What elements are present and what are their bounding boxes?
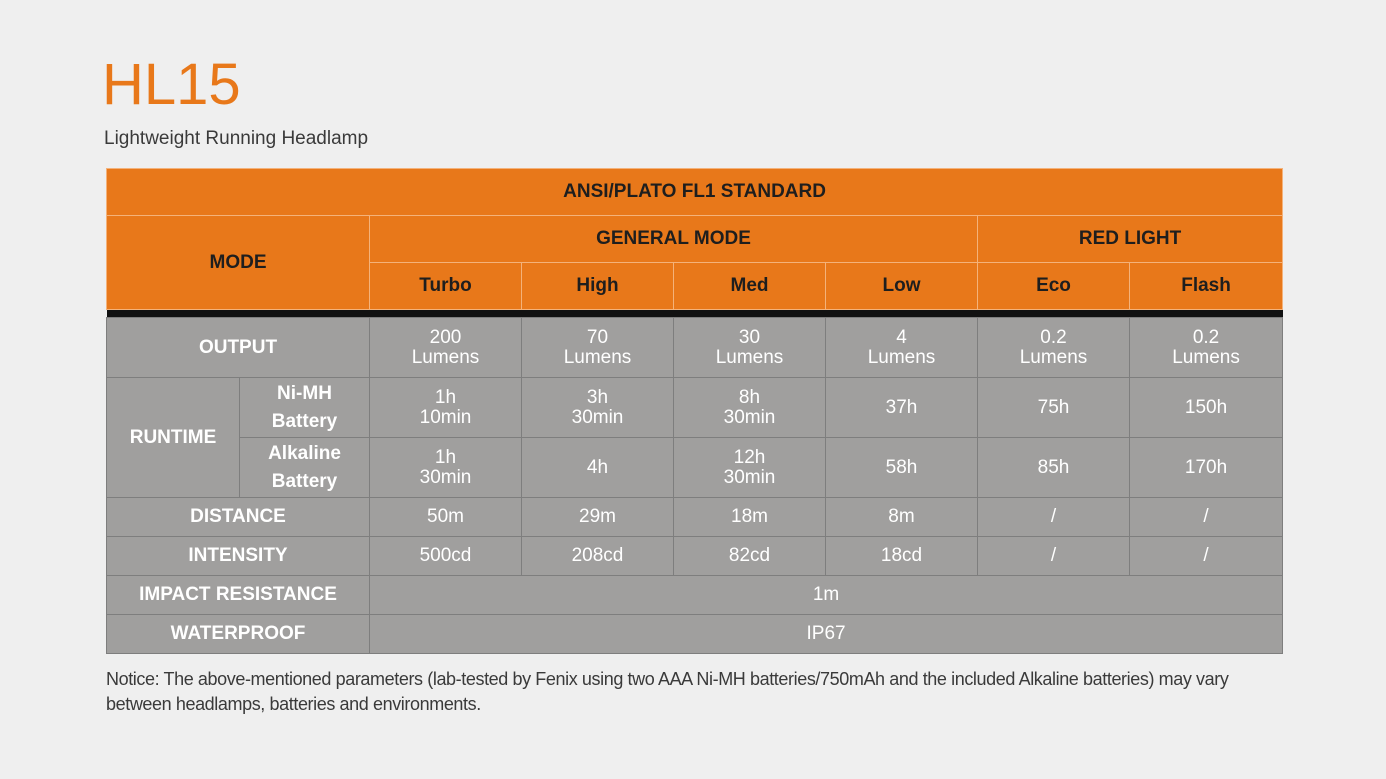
table-cell: 18m (674, 498, 826, 537)
runtime-label: RUNTIME (107, 378, 240, 498)
mode-flash: Flash (1130, 263, 1283, 310)
header-separator (107, 310, 1283, 318)
table-cell: 29m (522, 498, 674, 537)
distance-label: DISTANCE (107, 498, 370, 537)
mode-high: High (522, 263, 674, 310)
table-cell: 85h (978, 438, 1130, 498)
mode-med: Med (674, 263, 826, 310)
impact-value: 1m (370, 576, 1283, 615)
product-subtitle: Lightweight Running Headlamp (104, 128, 369, 149)
table-cell: 37h (826, 378, 978, 438)
alkaline-battery-label: Alkaline Battery (240, 438, 370, 498)
mode-turbo: Turbo (370, 263, 522, 310)
red-light-header: RED LIGHT (978, 216, 1283, 263)
table-cell: 200 Lumens (370, 318, 522, 378)
mode-header: MODE (107, 216, 370, 310)
table-cell: 4h (522, 438, 674, 498)
runtime-alkaline-row (107, 438, 1283, 498)
table-cell: / (978, 498, 1130, 537)
table-cell: 208cd (522, 537, 674, 576)
table-cell: 1h 10min (370, 378, 522, 438)
runtime-nimh-row (107, 378, 1283, 438)
spec-table (106, 168, 1283, 654)
table-cell: 58h (826, 438, 978, 498)
table-cell: 0.2 Lumens (1130, 318, 1283, 378)
table-cell: 70 Lumens (522, 318, 674, 378)
table-cell: 12h 30min (674, 438, 826, 498)
notice-text: Notice: The above-mentioned parameters (lab-tested by Fenix using two AAA Ni-MH batteries/750mAh and the included Alkaline batteries) may vary between headlamps, batteries and environments. (106, 669, 1229, 714)
mode-eco: Eco (978, 263, 1130, 310)
waterproof-value: IP67 (370, 615, 1283, 654)
output-label: OUTPUT (107, 318, 370, 378)
table-cell: 170h (1130, 438, 1283, 498)
waterproof-row (107, 615, 1283, 654)
table-cell: 500cd (370, 537, 522, 576)
table-cell: 3h 30min (522, 378, 674, 438)
table-cell: 4 Lumens (826, 318, 978, 378)
distance-row (107, 498, 1283, 537)
table-cell: 50m (370, 498, 522, 537)
table-cell: 30 Lumens (674, 318, 826, 378)
table-cell: 1h 30min (370, 438, 522, 498)
impact-row (107, 576, 1283, 615)
standard-header: ANSI/PLATO FL1 STANDARD (107, 169, 1283, 216)
table-cell: / (1130, 537, 1283, 576)
product-title: HL15 (102, 52, 241, 117)
table-cell: 18cd (826, 537, 978, 576)
mode-low: Low (826, 263, 978, 310)
intensity-label: INTENSITY (107, 537, 370, 576)
table-cell: / (978, 537, 1130, 576)
table-cell: 150h (1130, 378, 1283, 438)
table-cell: 0.2 Lumens (978, 318, 1130, 378)
table-cell: 82cd (674, 537, 826, 576)
table-cell: 8h 30min (674, 378, 826, 438)
general-mode-header: GENERAL MODE (370, 216, 978, 263)
table-cell: 75h (978, 378, 1130, 438)
output-row (107, 318, 1283, 378)
table-cell: 8m (826, 498, 978, 537)
nimh-battery-label: Ni-MH Battery (240, 378, 370, 438)
table-cell: / (1130, 498, 1283, 537)
impact-label: IMPACT RESISTANCE (107, 576, 370, 615)
waterproof-label: WATERPROOF (107, 615, 370, 654)
intensity-row (107, 537, 1283, 576)
